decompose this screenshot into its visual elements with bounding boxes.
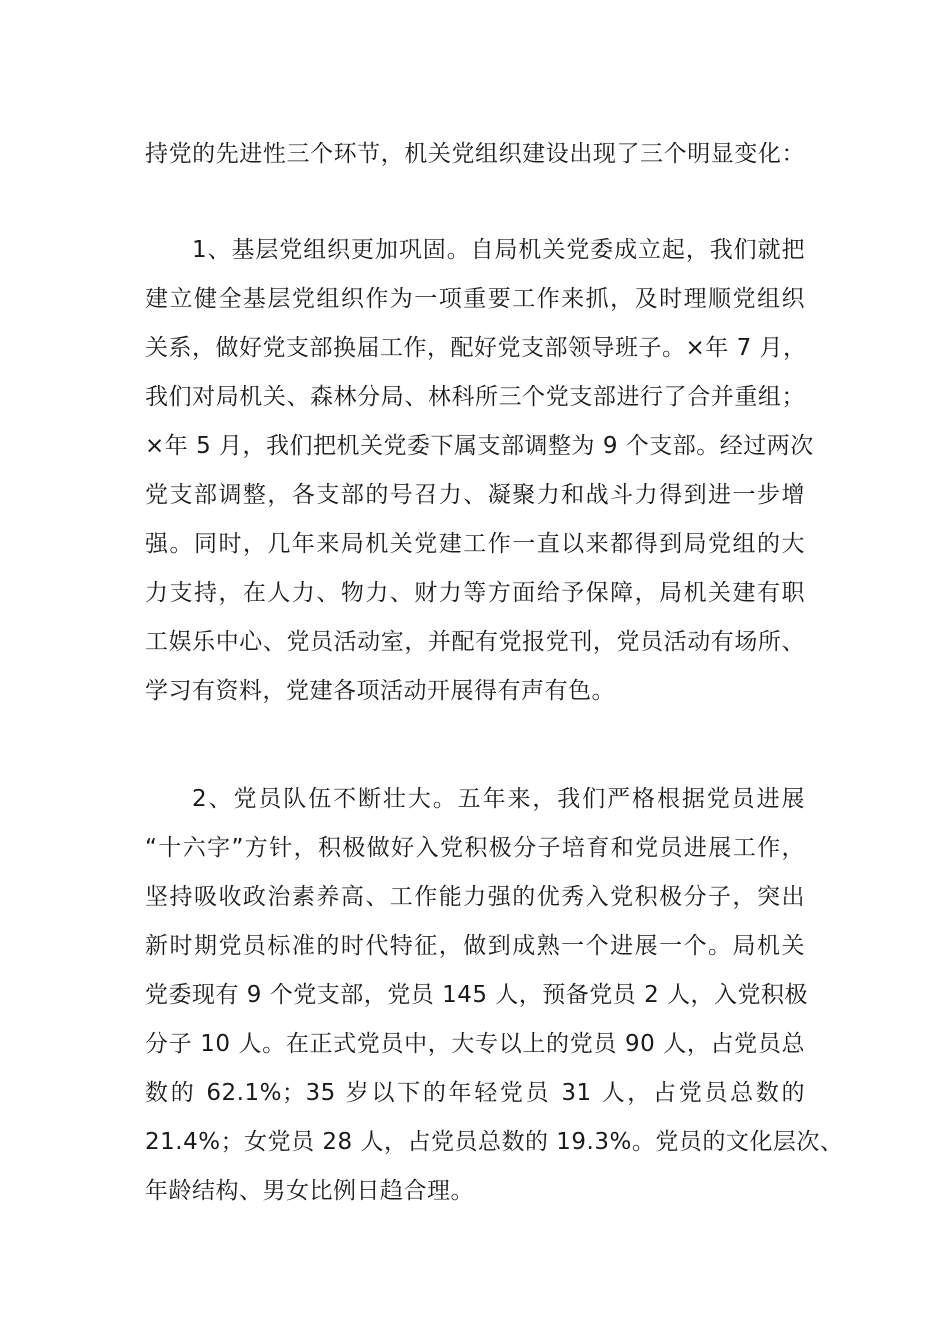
paragraph-2-line-5: 党委现有 9 个党支部，党员 145 人，预备党员 2 人，入党积极 (145, 982, 809, 1008)
paragraph-2-line-8: 21.4%；女党员 28 人，占党员总数的 19.3%。党员的文化层次、 (145, 1129, 844, 1155)
paragraph-2-line-6: 分子 10 人。在正式党员中，大专以上的党员 90 人，占党员总 (145, 1031, 805, 1057)
paragraph-1-line-4: 我们对局机关、森林分局、林科所三个党支部进行了合并重组； (145, 384, 805, 410)
paragraph-1-line-5: ×年 5 月，我们把机关党委下属支部调整为 9 个支部。经过两次 (145, 433, 814, 459)
paragraph-1-line-9: 工娱乐中心、党员活动室，并配有党报党刊，党员活动有场所、 (145, 629, 805, 655)
paragraph-2-line-9: 年龄结构、男女比例日趋合理。 (145, 1178, 474, 1204)
paragraph-2-line-2: “十六字”方针，积极做好入党积极分子培育和党员进展工作， (145, 835, 805, 861)
paragraph-1-line-6: 党支部调整，各支部的号召力、凝聚力和战斗力得到进一步增 (145, 482, 805, 508)
paragraph-2-line-7: 数的 62.1%；35 岁以下的年轻党员 31 人，占党员总数的 (145, 1080, 805, 1106)
paragraph-1-line-1: 1、基层党组织更加巩固。自局机关党委成立起，我们就把 (192, 237, 805, 263)
paragraph-1-line-7: 强。同时，几年来局机关党建工作一直以来都得到局党组的大 (145, 531, 805, 557)
intro-line-1: 持党的先进性三个环节，机关党组织建设出现了三个明显变化： (145, 141, 805, 167)
paragraph-1-line-2: 建立健全基层党组织作为一项重要工作来抓，及时理顺党组织 (145, 286, 805, 312)
paragraph-2-line-4: 新时期党员标准的时代特征，做到成熟一个进展一个。局机关 (145, 933, 805, 959)
paragraph-1-line-8: 力支持，在人力、物力、财力等方面给予保障，局机关建有职 (145, 580, 805, 606)
paragraph-2-line-1: 2、党员队伍不断壮大。五年来，我们严格根据党员进展 (192, 786, 805, 812)
paragraph-1-line-3: 关系，做好党支部换届工作，配好党支部领导班子。×年 7 月， (145, 335, 807, 361)
paragraph-2-line-3: 坚持吸收政治素养高、工作能力强的优秀入党积极分子，突出 (145, 884, 805, 910)
paragraph-1-line-10: 学习有资料，党建各项活动开展得有声有色。 (145, 678, 615, 704)
